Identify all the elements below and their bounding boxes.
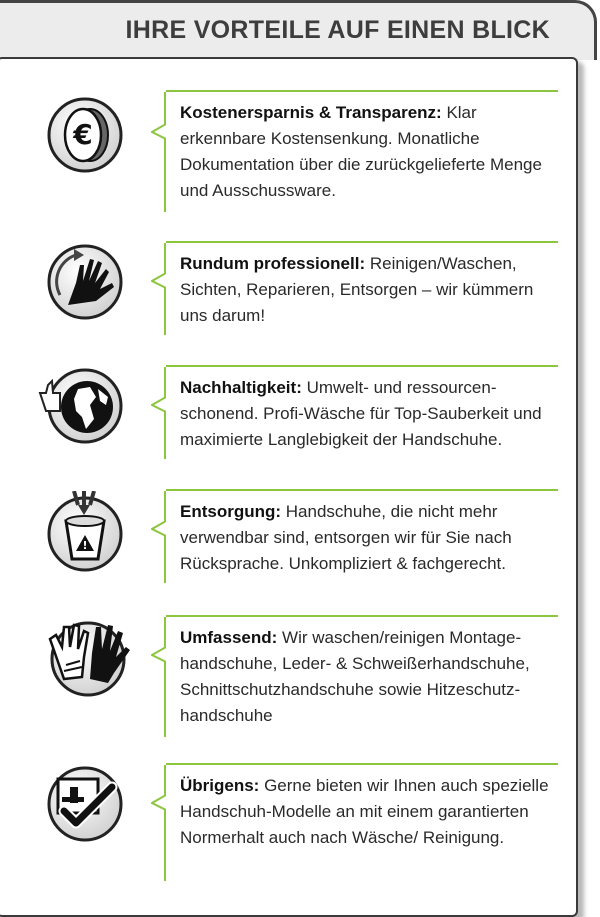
benefit-text	[166, 367, 558, 453]
page-title: IHRE VORTEILE AUF EINEN BLICK	[125, 16, 550, 44]
benefit-callout	[164, 491, 558, 583]
svg-text:!: !	[82, 539, 88, 552]
hand-cycle-icon	[46, 243, 124, 321]
benefit-callout	[164, 765, 558, 881]
benefit-description: Wir waschen/reinigen Montage-handschuhe, Leder- & Schweißerhandschuhe, Schnittschutzhandschuhe sowie Hitzeschutz-handschuhe	[180, 628, 530, 725]
benefit-text	[166, 92, 558, 204]
header-band	[0, 0, 597, 60]
benefit-title: Rundum professionell:	[180, 254, 366, 273]
benefit-callout	[164, 367, 558, 459]
disposal-bin-icon	[46, 491, 124, 569]
benefit-text	[166, 765, 558, 851]
benefit-title: Kostenersparnis & Transparenz:	[180, 103, 442, 122]
gloves-icon	[42, 617, 136, 695]
benefit-description: Gerne bieten wir Ihnen auch spezielle Handschuh-Modelle an mit einem garantierten Normerhalt auch nach Wäsche/ Reinigung.	[180, 776, 549, 847]
benefit-callout	[164, 617, 558, 737]
benefit-callout	[164, 243, 558, 335]
globe-thumbs-up-icon	[38, 367, 124, 445]
benefit-callout	[164, 92, 558, 212]
euro-coin-icon	[46, 96, 124, 174]
benefit-description: Klar erkennbare Kostensenkung. Monatliche Dokumentation über die zurückgelieferte Menge und Ausschussware.	[180, 103, 542, 200]
benefit-title: Übrigens:	[180, 776, 260, 795]
benefit-description: Umwelt- und ressourcen-schonend. Profi-Wäsche für Top-Sauberkeit und maximierte Langlebigkeit der Handschuhe.	[180, 378, 542, 449]
benefit-title: Nachhaltigkeit:	[180, 378, 302, 397]
benefit-text	[166, 617, 558, 729]
benefit-description: Reinigen/Waschen, Sichten, Reparieren, Entsorgen – wir kümmern uns darum!	[180, 254, 534, 325]
benefit-description: Handschuhe, die nicht mehr verwendbar sind, entsorgen wir für Sie nach Rücksprache. Unkompliziert & fachgerecht.	[180, 502, 512, 573]
benefit-text	[166, 243, 558, 329]
certified-check-icon	[46, 765, 124, 843]
benefit-text	[166, 491, 558, 577]
benefit-title: Entsorgung:	[180, 502, 282, 521]
benefit-title: Umfassend:	[180, 628, 278, 647]
svg-text:€: €	[73, 118, 93, 151]
